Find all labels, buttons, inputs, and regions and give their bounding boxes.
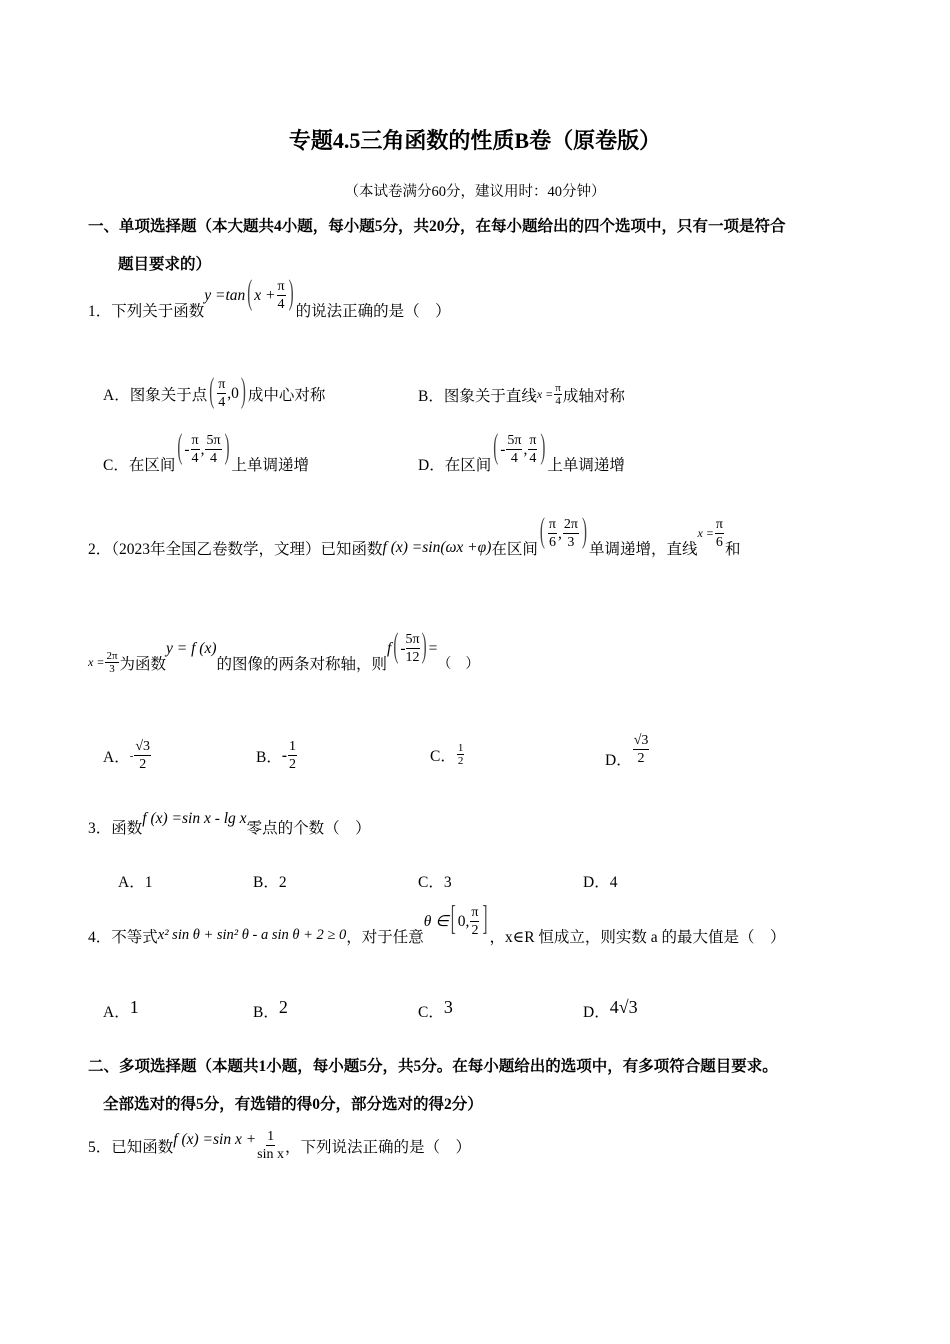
num: π (218, 377, 226, 392)
fraction (277, 278, 286, 313)
q2-option-a[interactable] (103, 738, 152, 773)
subtitle: （本试卷满分60分，建议用时：40分钟） (344, 184, 606, 200)
paren: ) (540, 429, 546, 467)
label: C． (418, 1004, 444, 1021)
num: 2π (563, 517, 578, 532)
val: 4√3 (609, 996, 638, 1017)
x: x = (536, 387, 554, 401)
q4-text: 4．不等式 (88, 928, 158, 946)
q1-option-a[interactable] (103, 373, 326, 411)
page-title: 专题4.5三角函数的性质B卷（原卷版） (288, 128, 662, 153)
q4-option-b[interactable] (253, 996, 288, 1022)
den: 6 (715, 535, 723, 550)
num: √3 (633, 732, 649, 748)
label: C． (430, 747, 456, 765)
num: 2π (106, 650, 118, 662)
bracket: ] (482, 901, 488, 939)
den: 4 (218, 395, 226, 410)
label: C．在区间 (103, 456, 176, 474)
fraction (134, 738, 151, 773)
q2-option-b[interactable] (256, 738, 298, 773)
q3-text: 3．函数 (88, 820, 143, 837)
section2-heading-cont: 全部选对的得5分，有选错的得0分，部分选对的得2分） (103, 1096, 483, 1113)
q1-suffix: 的说法正确的是（ ） (295, 302, 451, 320)
paren: ) (288, 275, 294, 313)
paren: ) (240, 373, 246, 411)
den: 4 (510, 451, 518, 466)
fraction (105, 650, 118, 675)
den: sin x (257, 1147, 285, 1162)
den: 2 (457, 755, 464, 767)
minus: - (500, 440, 506, 458)
label: A． (103, 748, 130, 766)
f: f (387, 639, 392, 657)
question-2: 2．（2023年全国乙卷数学，文理）已知函数 f (x) =sin(ωx +φ) 在区间 ( $\frac{\pi}{6}$ , $\frac{2\pi}{3}$ ) 单调递增，直线 x = $\frac{\pi}{6}$ 和 (88, 513, 741, 558)
q4-option-d[interactable] (583, 996, 638, 1022)
q2-option-c[interactable] (430, 742, 465, 767)
suffix: 成轴对称 (562, 387, 625, 405)
fraction (506, 432, 522, 467)
label: B．图象关于直线 (418, 387, 537, 405)
den: 2 (289, 757, 297, 772)
paren: ( (539, 513, 545, 551)
minus: - (281, 746, 288, 764)
paren: ( (493, 429, 499, 467)
fraction (257, 1128, 284, 1163)
paren: ( (209, 373, 215, 411)
den: 2 (139, 757, 147, 772)
q3-option-b[interactable]: B．2 (253, 874, 287, 891)
bracket: [ (450, 901, 456, 939)
text: ，x∈R 恒成立，则实数 a 的最大值是（ ） (489, 928, 786, 946)
num: π (277, 279, 285, 294)
num: √3 (135, 739, 151, 754)
text: ，下列说法正确的是（ ） (285, 1138, 472, 1156)
num: π (471, 905, 479, 920)
suffix: 成中心对称 (247, 386, 326, 404)
minus: - (129, 749, 134, 762)
x: x = (697, 526, 714, 540)
fraction (470, 904, 479, 939)
paren: ) (581, 513, 587, 551)
q5-text: 5．已知函数 (88, 1138, 174, 1156)
section1-heading-cont: 题目要求的） (118, 256, 212, 273)
label: A． (103, 1004, 130, 1021)
num: π (529, 433, 537, 448)
q2-formula: f (x) =sin(ωx +φ) (382, 538, 492, 556)
den: 4 (191, 451, 199, 466)
question-5 (88, 1128, 471, 1163)
label: D．在区间 (418, 456, 492, 474)
paren: ( (177, 429, 183, 467)
den: 3 (567, 535, 575, 550)
paren: ) (421, 628, 427, 666)
den: 4 (277, 297, 285, 312)
q4-option-a[interactable] (103, 996, 139, 1022)
fraction (288, 738, 297, 773)
paren: ( (393, 628, 399, 666)
text: 单调递增，直线 (588, 540, 698, 558)
q1-text: 1．下列关于函数 (88, 302, 205, 320)
den: 12 (405, 650, 420, 665)
val: 0, (457, 912, 470, 930)
suffix: 上单调递增 (231, 456, 310, 474)
suffix: 上单调递增 (547, 456, 625, 474)
q4-formula: x² sin θ + sin² θ - a sin θ + 2 ≥ 0 (157, 927, 347, 943)
num: π (548, 517, 556, 532)
num: 5π (405, 632, 420, 647)
minus: - (400, 639, 406, 657)
label: D． (583, 1004, 610, 1021)
den: 4 (555, 395, 561, 407)
den: 6 (548, 535, 556, 550)
q1-formula: y =tan (204, 286, 246, 304)
minus: - (184, 440, 190, 458)
num: 1 (289, 739, 297, 754)
q2-option-d[interactable] (605, 728, 650, 770)
text: 在区间 (491, 540, 538, 558)
q3-formula: f (x) =sin x - lg x (142, 810, 247, 827)
formula: y = f (x) (166, 639, 217, 657)
section1-heading: 一、单项选择题（本大题共4小题，每小题5分，共20分，在每小题给出的四个选项中，只有一项是符合 (88, 218, 786, 235)
paren: ) (224, 429, 230, 467)
question-4 (88, 901, 786, 953)
question-3 (88, 810, 371, 838)
fraction (528, 432, 537, 467)
text: 和 (724, 540, 741, 558)
val: 2 (278, 996, 288, 1017)
q3-option-c[interactable]: C．3 (418, 874, 452, 891)
fraction (554, 382, 562, 407)
question-1 (88, 275, 451, 327)
q1-option-d[interactable]: D．在区间 ( - $\frac{5\pi}{4}$ , $\frac{\pi}{4}$ ) 上单调递增 (418, 429, 625, 474)
num: 5π (206, 433, 221, 448)
fraction (205, 432, 221, 467)
theta: θ ∈ (423, 913, 449, 930)
q1-option-b[interactable] (418, 382, 625, 407)
val: ,0 (227, 384, 239, 402)
eq: = (428, 639, 438, 657)
q3-option-d[interactable]: D．4 (583, 874, 618, 891)
num: π (555, 382, 561, 394)
q3-option-a[interactable]: A．1 (118, 874, 153, 891)
x: x = (88, 655, 105, 669)
q1-option-c[interactable]: C．在区间 ( - $\frac{\pi}{4}$ , $\frac{5\pi}{4}$ ) 上单调递增 (103, 429, 310, 474)
val: 1 (129, 996, 139, 1017)
q5-formula: f (x) =sin x + (173, 1130, 257, 1148)
val: 3 (443, 996, 453, 1017)
num: π (715, 517, 723, 532)
den: 3 (109, 663, 115, 675)
text: ，对于任意 (346, 928, 424, 946)
label: B． (256, 748, 282, 766)
fraction (563, 516, 579, 551)
den: 2 (637, 750, 645, 766)
paren: ( (247, 275, 253, 313)
fraction (191, 432, 200, 467)
text: 零点的个数（ ） (246, 820, 371, 837)
q2-text: 2．（2023年全国乙卷数学，文理）已知函数 (88, 540, 383, 558)
q4-option-c[interactable] (418, 996, 453, 1022)
fraction (457, 742, 465, 767)
num: 5π (507, 433, 522, 448)
fraction (715, 516, 724, 551)
text: 的图像的两条对称轴，则 (216, 655, 388, 673)
label: A．图象关于点 (103, 386, 208, 404)
den: 4 (529, 451, 537, 466)
num: 1 (457, 742, 464, 754)
fraction (217, 376, 226, 411)
label: B． (253, 1004, 279, 1021)
answer-paren: （ ） (437, 656, 480, 672)
fraction (633, 732, 650, 767)
section2-heading: 二、多项选择题（本题共1小题，每小题5分，共5分。在每小题给出的选项中，有多项符合题目要求。 (88, 1058, 778, 1075)
text: 为函数 (119, 655, 167, 673)
num: π (191, 433, 199, 448)
label: D． (605, 752, 632, 769)
den: 4 (210, 451, 217, 466)
q1-formula-x: x + (254, 286, 276, 304)
den: 2 (471, 923, 479, 938)
num: 1 (267, 1129, 275, 1144)
fraction (548, 516, 557, 551)
